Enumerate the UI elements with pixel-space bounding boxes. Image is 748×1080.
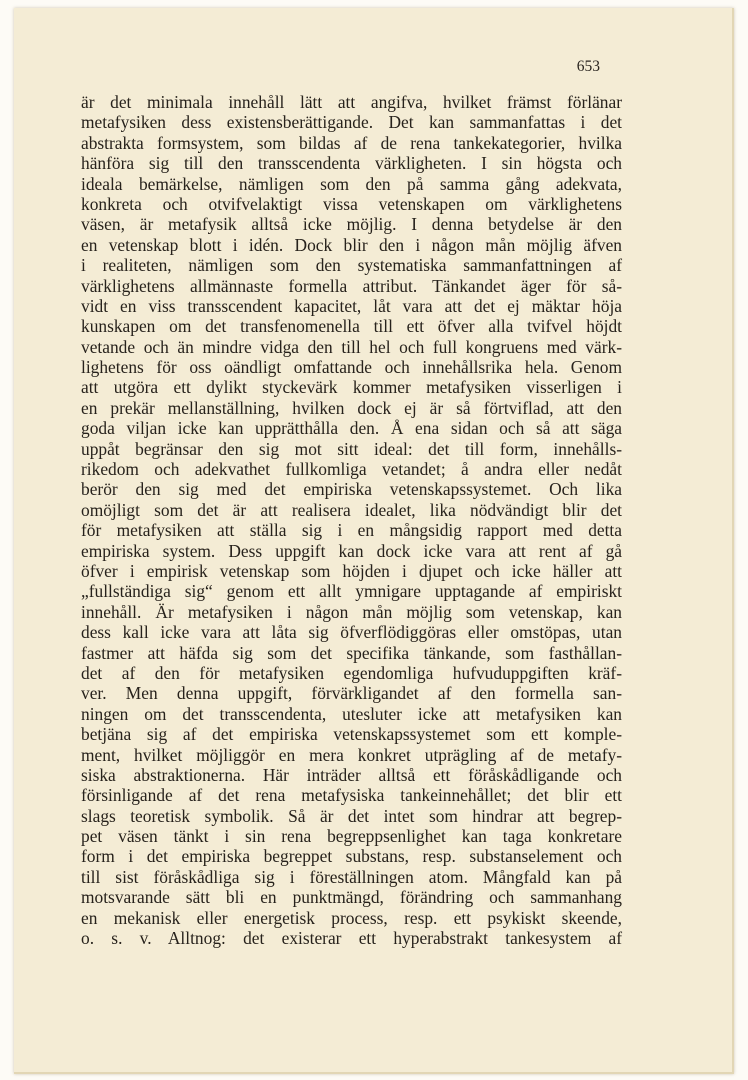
text-line: är det minimala innehåll lätt att angifva, hvilket främst förlänar (81, 92, 622, 112)
body-text (81, 92, 622, 948)
text-line: ningen om det transscendenta, utesluter icke att metafysiken kan (81, 703, 622, 724)
text-line: lighetens för oss oändligt omfattande och innehållsrika hela. Genom (81, 357, 622, 378)
text-line: vetande och än mindre vidga den till hel och full kongruens med värk- (81, 336, 622, 357)
text-line: motsvarande sätt bli en punktmängd, förändring och sammanhang (81, 887, 622, 908)
text-line: slags teoretisk symbolik. Så är det intet som hindrar att begrep- (81, 805, 622, 826)
text-line: en prekär mellanställning, hvilken dock ej är så förtviflad, att den (81, 397, 622, 418)
text-line: att utgöra ett dylikt styckevärk kommer metafysiken visserligen i (81, 377, 622, 398)
text-line: försinligande af det rena metafysiska tankeinnehållet; det blir ett (81, 785, 622, 806)
text-line: betjäna sig af det empiriska vetenskapssystemet som ett komple- (81, 724, 622, 745)
text-line: kunskapen om det transfenomenella till ett öfver alla tvifvel höjdt (81, 316, 622, 337)
text-line: siska abstraktionerna. Här inträder alltså ett föråskådligande och (81, 764, 622, 785)
book-page (14, 8, 734, 1074)
text-line: goda viljan icke kan upprätthålla den. Å ena sidan och så att säga (81, 418, 622, 439)
page-number: 653 (576, 58, 600, 75)
text-line: väsen, är metafysik alltså icke möjlig. I denna betydelse är den (81, 214, 622, 235)
text-line: metafysiken dess existensberättigande. Det kan sammanfattas i det (81, 112, 622, 133)
text-line: „fullständiga sig“ genom ett allt ymnigare upptagande af empiriskt (81, 581, 622, 602)
text-line: pet väsen tänkt i sin rena begreppsenlighet kan taga konkretare (81, 826, 622, 847)
text-line: hänföra sig till den transscendenta värkligheten. I sin högsta och (81, 153, 622, 174)
text-line: rikedom och adekvathet fullkomliga vetandet; å andra eller nedåt (81, 459, 622, 480)
text-line: uppåt begränsar den sig mot sitt ideal: det till form, innehålls- (81, 438, 622, 459)
text-line: berör den sig med det empiriska vetenskapssystemet. Och lika (81, 479, 622, 500)
text-line: en vetenskap blott i idén. Dock blir den i någon mån möjlig äfven (81, 234, 622, 255)
text-line: konkreta och otvifvelaktigt vissa vetenskapen om värklighetens (81, 193, 622, 214)
text-line: ver. Men denna uppgift, förvärkligandet af den formella san- (81, 683, 622, 704)
text-line: öfver i empirisk vetenskap som höjden i djupet och icke häller att (81, 560, 622, 581)
text-line: värklighetens allmännaste formella attribut. Tänkandet äger för så- (81, 275, 622, 296)
text-line: abstrakta formsystem, som bildas af de rena tankekategorier, hvilka (81, 132, 622, 153)
text-line: empiriska system. Dess uppgift kan dock icke vara att rent af gå (81, 540, 622, 561)
text-line: i realiteten, nämligen som den systematiska sammanfattningen af (81, 255, 622, 276)
text-line: form i det empiriska begreppet substans, resp. substanselement och (81, 846, 622, 867)
text-line: innehåll. Är metafysiken i någon mån möjlig som vetenskap, kan (81, 601, 622, 622)
text-line: dess kall icke vara att låta sig öfverflödiggöras eller omstöpas, utan (81, 622, 622, 643)
text-line: vidt en viss transscendent kapacitet, låt vara att det ej mäktar höja (81, 295, 622, 316)
text-line: omöjligt som det är att realisera idealet, lika nödvändigt blir det (81, 499, 622, 520)
text-line: för metafysiken att ställa sig i en mångsidig rapport med detta (81, 520, 622, 541)
text-line: ment, hvilket möjliggör en mera konkret utprägling af de metafy- (81, 744, 622, 765)
text-line: o. s. v. Alltnog: det existerar ett hyperabstrakt tankesystem af (81, 928, 622, 949)
text-line: ideala bemärkelse, nämligen som den på samma gång adekvata, (81, 173, 622, 194)
text-line: en mekanisk eller energetisk process, resp. ett psykiskt skeende, (81, 907, 622, 928)
text-line: fastmer att häfda sig som det specifika tänkande, som fasthållan- (81, 642, 622, 663)
text-line: till sist föråskådliga sig i föreställningen atom. Mångfald kan på (81, 866, 622, 887)
text-line: det af den för metafysiken egendomliga hufvuduppgiften kräf- (81, 662, 622, 683)
